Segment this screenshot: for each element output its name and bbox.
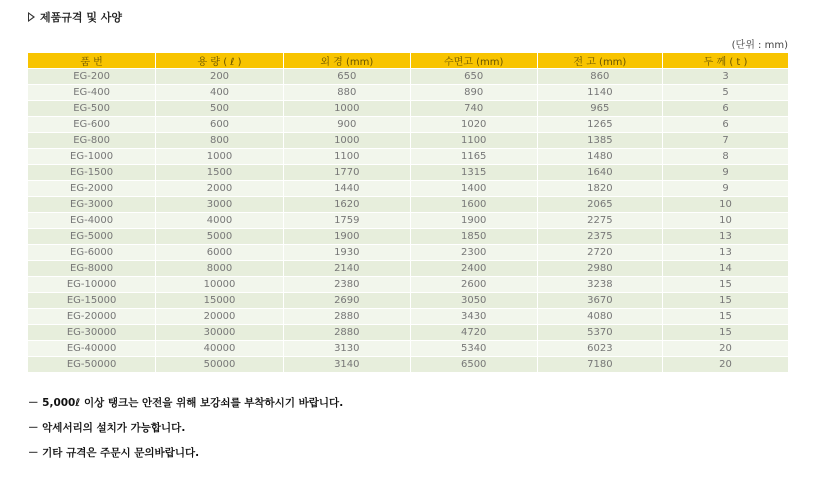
table-cell: 3050 [410,293,537,309]
header-cell: 수면고 (mm) [410,53,537,69]
table-cell: 10 [663,197,788,213]
table-cell: 2880 [283,309,410,325]
table-cell: 8 [663,149,788,165]
table-cell: 200 [156,69,284,85]
table-cell: EG-40000 [28,341,156,357]
table-cell: 3430 [410,309,537,325]
table-cell: 1900 [283,229,410,245]
table-row [28,325,788,341]
table-cell: 1600 [410,197,537,213]
table-cell: 650 [283,69,410,85]
table-cell: 6 [663,101,788,117]
table-cell: EG-500 [28,101,156,117]
table-cell: EG-10000 [28,277,156,293]
table-cell: 15 [663,293,788,309]
table-row [28,245,788,261]
table-row [28,309,788,325]
unit-label: (단위 : mm) [731,40,788,51]
table-cell: 1385 [537,133,662,149]
table-cell: 890 [410,85,537,101]
table-cell: 9 [663,181,788,197]
table-row [28,165,788,181]
table-cell: 1100 [410,133,537,149]
table-cell: EG-50000 [28,357,156,373]
table-cell: 1770 [283,165,410,181]
table-cell: 2880 [283,325,410,341]
table-cell: 4000 [156,213,284,229]
table-cell: 40000 [156,341,284,357]
table-cell: 20 [663,341,788,357]
table-cell: 10000 [156,277,284,293]
table-cell: EG-3000 [28,197,156,213]
table-cell: EG-4000 [28,213,156,229]
table-cell: EG-1000 [28,149,156,165]
table-cell: 2300 [410,245,537,261]
table-cell: 1759 [283,213,410,229]
table-cell: 1900 [410,213,537,229]
table-row [28,357,788,373]
table-cell: 2065 [537,197,662,213]
header-cell: 전 고 (mm) [537,53,662,69]
table-cell: 2380 [283,277,410,293]
table-cell: 1265 [537,117,662,133]
table-cell: 1500 [156,165,284,181]
table-cell: 2980 [537,261,662,277]
table-cell: 5 [663,85,788,101]
header-cell: 두 께 ( t ) [663,53,788,69]
table-cell: 5370 [537,325,662,341]
table-row [28,133,788,149]
table-cell: EG-2000 [28,181,156,197]
note-item: － 5,000ℓ 이상 탱크는 안전을 위해 보강쇠를 부착하시기 바랍니다. [28,397,344,409]
table-cell: EG-20000 [28,309,156,325]
table-cell: 1000 [283,101,410,117]
table-cell: 30000 [156,325,284,341]
table-cell: 2690 [283,293,410,309]
table-cell: EG-30000 [28,325,156,341]
table-cell: 10 [663,213,788,229]
table-cell: 400 [156,85,284,101]
table-cell: 900 [283,117,410,133]
table-row [28,149,788,165]
table-cell: 650 [410,69,537,85]
table-cell: EG-200 [28,69,156,85]
table-cell: 2275 [537,213,662,229]
table-cell: 15 [663,325,788,341]
table-cell: 1850 [410,229,537,245]
table-cell: 1000 [283,133,410,149]
table-cell: 7 [663,133,788,149]
table-cell: 800 [156,133,284,149]
table-cell: 1620 [283,197,410,213]
table-cell: 3140 [283,357,410,373]
table-cell: 6 [663,117,788,133]
section-title-text: 제품규격 및 사양 [40,11,123,24]
table-cell: 15 [663,309,788,325]
table-cell: 20000 [156,309,284,325]
table-cell: 1165 [410,149,537,165]
table-header-row [28,53,788,69]
table-cell: 4080 [537,309,662,325]
table-cell: EG-6000 [28,245,156,261]
table-cell: 20 [663,357,788,373]
table-cell: 5340 [410,341,537,357]
table-cell: 2720 [537,245,662,261]
spec-table [28,53,788,372]
table-row [28,101,788,117]
table-cell: 965 [537,101,662,117]
note-item: － 기타 규격은 주문시 문의바랍니다. [28,447,200,459]
note-item: － 악세서리의 설치가 가능합니다. [28,422,186,434]
table-cell: 1440 [283,181,410,197]
table-cell: 1930 [283,245,410,261]
table-cell: 1640 [537,165,662,181]
table-cell: EG-5000 [28,229,156,245]
table-cell: 15 [663,277,788,293]
table-row [28,293,788,309]
table-cell: 7180 [537,357,662,373]
table-cell: 3670 [537,293,662,309]
table-row [28,213,788,229]
header-cell: 품 번 [28,53,156,69]
table-cell: 4720 [410,325,537,341]
table-row [28,85,788,101]
table-cell: 2600 [410,277,537,293]
table-cell: EG-15000 [28,293,156,309]
table-cell: 1820 [537,181,662,197]
table-cell: EG-8000 [28,261,156,277]
table-cell: EG-800 [28,133,156,149]
table-cell: 6023 [537,341,662,357]
notes-list [28,396,343,471]
table-cell: 6500 [410,357,537,373]
table-row [28,261,788,277]
table-cell: 1480 [537,149,662,165]
table-row [28,69,788,85]
section-title [28,9,122,25]
table-cell: 2400 [410,261,537,277]
table-cell: 3130 [283,341,410,357]
table-cell: 2375 [537,229,662,245]
table-row [28,229,788,245]
table-cell: 1000 [156,149,284,165]
table-cell: 860 [537,69,662,85]
table-cell: 6000 [156,245,284,261]
header-cell: 외 경 (mm) [283,53,410,69]
table-cell: 3 [663,69,788,85]
table-cell: 1100 [283,149,410,165]
table-body [28,69,788,373]
table-cell: EG-1500 [28,165,156,181]
header-cell: 용 량 ( ℓ ) [156,53,284,69]
table-cell: EG-600 [28,117,156,133]
table-cell: 1400 [410,181,537,197]
table-cell: 13 [663,229,788,245]
table-cell: 600 [156,117,284,133]
table-cell: 2140 [283,261,410,277]
table-cell: 880 [283,85,410,101]
table-cell: EG-400 [28,85,156,101]
table-cell: 50000 [156,357,284,373]
table-row [28,181,788,197]
table-cell: 2000 [156,181,284,197]
table-cell: 9 [663,165,788,181]
table-cell: 5000 [156,229,284,245]
table-cell: 13 [663,245,788,261]
table-cell: 500 [156,101,284,117]
table-cell: 1020 [410,117,537,133]
table-cell: 1140 [537,85,662,101]
triangle-bullet-icon [28,12,35,22]
table-cell: 14 [663,261,788,277]
table-cell: 3000 [156,197,284,213]
table-row [28,277,788,293]
table-row [28,117,788,133]
table-cell: 8000 [156,261,284,277]
table-row [28,341,788,357]
table-cell: 740 [410,101,537,117]
table-cell: 15000 [156,293,284,309]
table-cell: 3238 [537,277,662,293]
table-row [28,197,788,213]
table-cell: 1315 [410,165,537,181]
